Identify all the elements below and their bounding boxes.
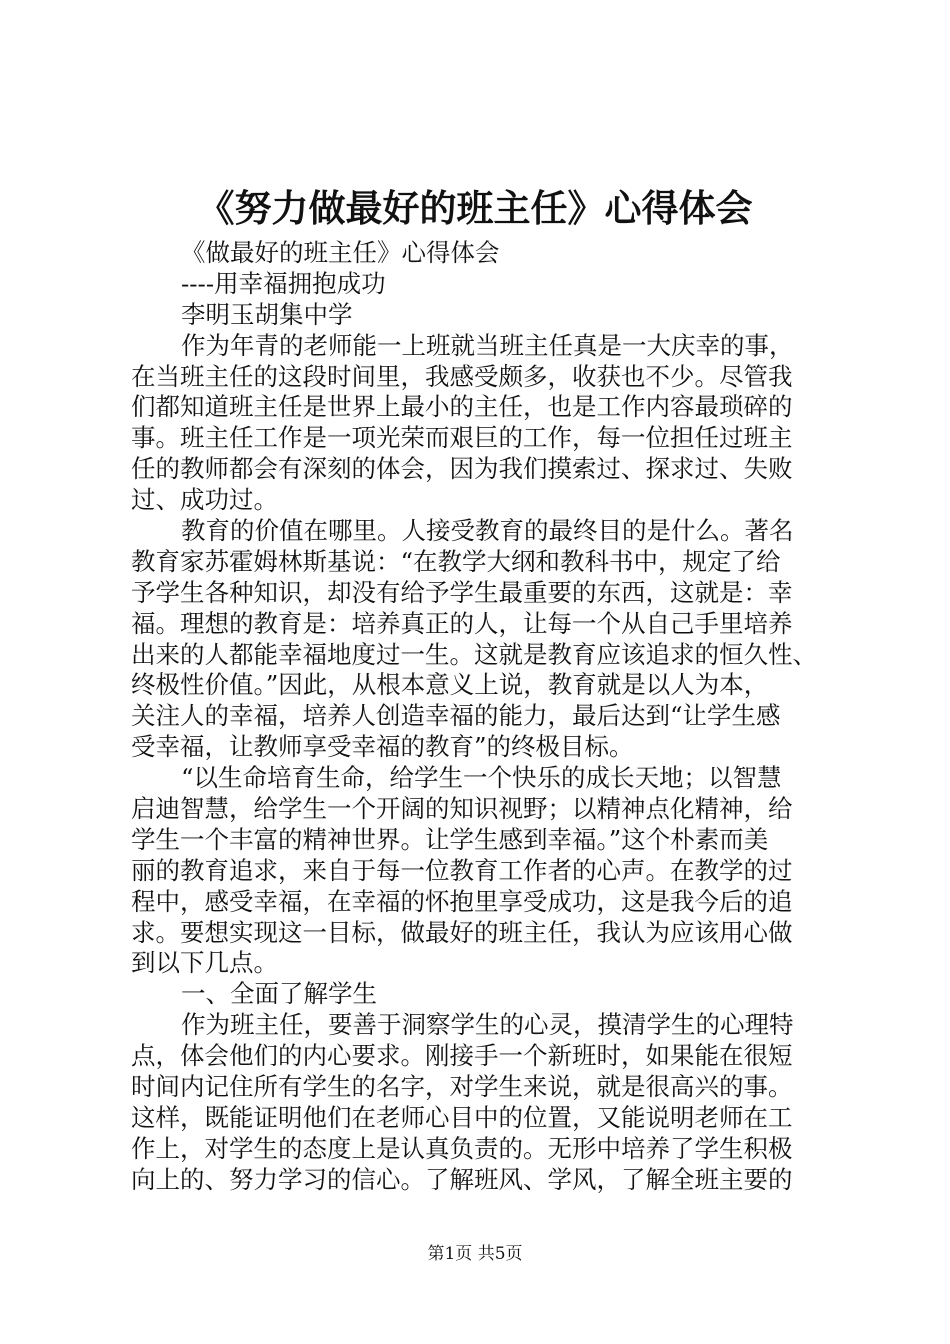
text-line: 李明玉胡集中学 xyxy=(181,299,353,329)
text-line: 一、全面了解学生 xyxy=(181,979,377,1009)
text-line: 作为年青的老师能一上班就当班主任真是一大庆幸的事， xyxy=(181,330,794,360)
text-line: 作上，对学生的态度上是认真负责的。无形中培养了学生积极 xyxy=(131,1133,793,1163)
text-line: 教育的价值在哪里。人接受教育的最终目的是什么。著名 xyxy=(181,516,794,546)
text-line: “以生命培育生命，给学生一个快乐的成长天地；以智慧 xyxy=(181,763,782,793)
text-line: 点，体会他们的内心要求。刚接手一个新班时，如果能在很短 xyxy=(131,1041,793,1071)
text-line: 事。班主任工作是一项光荣而艰巨的工作，每一位担任过班主 xyxy=(131,423,793,453)
text-line: 终极性价值。”因此，从根本意义上说，教育就是以人为本， xyxy=(131,670,769,700)
text-line: 教育家苏霍姆林斯基说：“在教学大纲和教科书中，规定了给 xyxy=(131,546,781,576)
page-title: 《努力做最好的班主任》心得体会 xyxy=(197,187,753,230)
text-line: 到以下几点。 xyxy=(131,948,278,978)
text-line: 启迪智慧，给学生一个开阔的知识视野；以精神点化精神，给 xyxy=(131,794,793,824)
text-line: 关注人的幸福，培养人创造幸福的能力，最后达到“让学生感 xyxy=(131,701,781,731)
text-line: 程中，感受幸福，在幸福的怀抱里享受成功，这是我今后的追 xyxy=(131,886,793,916)
text-line: 在当班主任的这段时间里，我感受颇多，收获也不少。尽管我 xyxy=(131,361,793,391)
text-line: 向上的、努力学习的信心。了解班风、学风，了解全班主要的 xyxy=(131,1164,793,1194)
text-line: 福。理想的教育是：培养真正的人，让每一个从自己手里培养 xyxy=(131,608,793,638)
text-line: 《做最好的班主任》心得体会 xyxy=(181,238,500,267)
text-line: 求。要想实现这一目标，做最好的班主任，我认为应该用心做 xyxy=(131,917,793,947)
text-line: 出来的人都能幸福地度过一生。这就是教育应该追求的恒久性、 xyxy=(131,639,817,669)
text-line: 予学生各种知识，却没有给予学生最重要的东西，这就是：幸 xyxy=(131,577,793,607)
document-body xyxy=(131,238,831,1196)
text-line: 作为班主任，要善于洞察学生的心灵，摸清学生的心理特 xyxy=(181,1010,794,1040)
text-line: 任的教师都会有深刻的体会，因为我们摸索过、探求过、失败 xyxy=(131,454,793,484)
text-line: 学生一个丰富的精神世界。让学生感到幸福。”这个朴素而美 xyxy=(131,824,769,854)
text-line: ----用幸福拥抱成功 xyxy=(181,268,386,298)
text-line: 这样，既能证明他们在老师心目中的位置，又能说明老师在工 xyxy=(131,1102,793,1132)
text-line: 丽的教育追求，来自于每一位教育工作者的心声。在教学的过 xyxy=(131,855,793,885)
text-line: 受幸福，让教师享受幸福的教育”的终极目标。 xyxy=(131,732,634,762)
text-line: 过、成功过。 xyxy=(131,485,278,515)
text-line: 时间内记住所有学生的名字，对学生来说，就是很高兴的事。 xyxy=(131,1072,793,1102)
text-line: 们都知道班主任是世界上最小的主任，也是工作内容最琐碎的 xyxy=(131,392,793,422)
page-footer: 第1页 共5页 xyxy=(427,1244,523,1264)
